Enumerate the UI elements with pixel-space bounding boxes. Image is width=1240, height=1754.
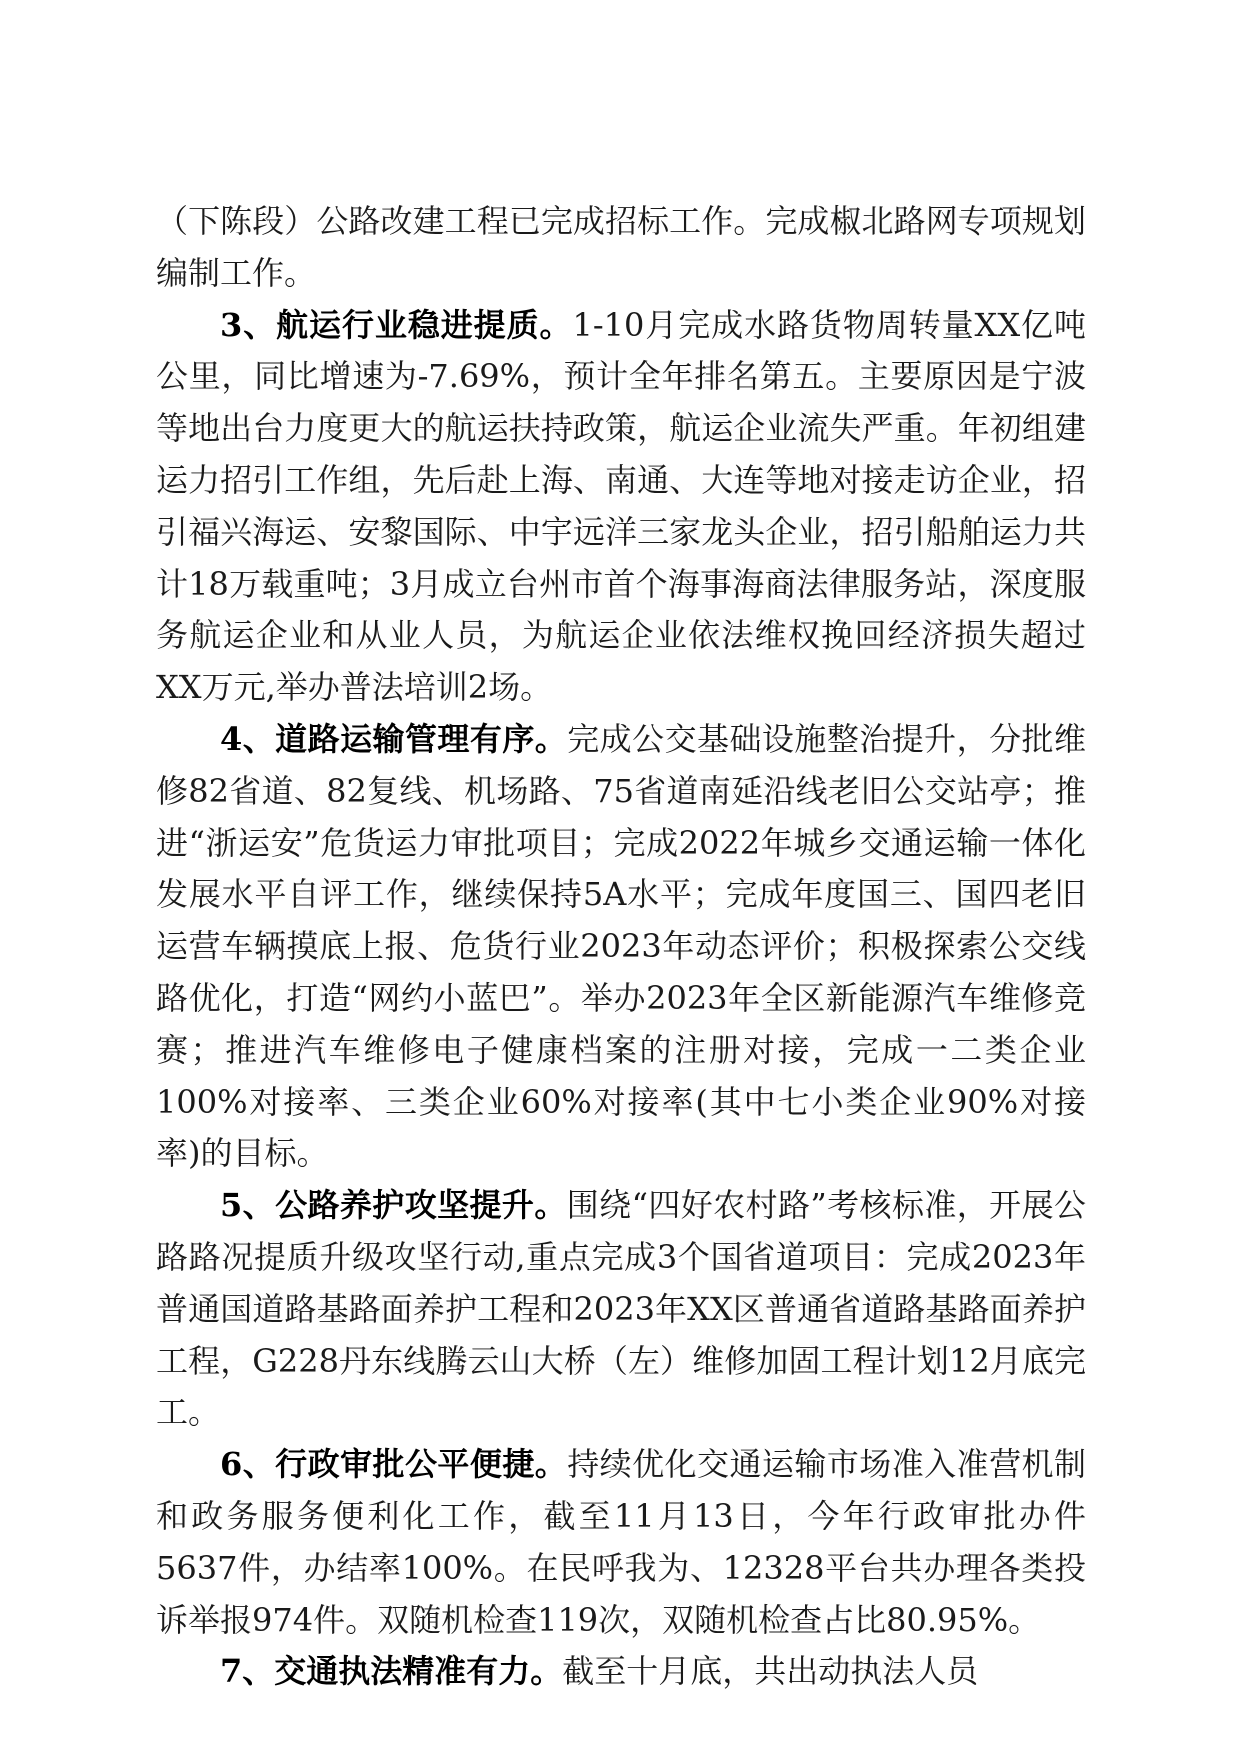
paragraph-heading: 3、航运行业稳进提质。 — [220, 305, 573, 344]
paragraph-administrative-approval — [156, 1439, 1086, 1646]
paragraph-continued — [156, 196, 1086, 300]
paragraph-law-enforcement — [156, 1646, 1086, 1698]
paragraph-heading: 5、公路养护攻坚提升。 — [220, 1186, 567, 1225]
paragraph-road-transport — [156, 714, 1086, 1180]
paragraph-heading: 4、道路运输管理有序。 — [220, 719, 568, 758]
paragraph-body: 围绕“四好农村路”考核标准，开展公路路况提质升级攻坚行动,重点完成3个国省道项目：完成2023年普通国道路基路面养护工程和2023年XX区普通省道路基路面养护工程，G228丹东线腾云山大桥（左）维修加固工程计划12月底完工。 — [156, 1186, 1086, 1432]
document-page — [156, 196, 1086, 1698]
paragraph-heading: 6、行政审批公平便捷。 — [220, 1445, 568, 1484]
paragraph-body: 持续优化交通运输市场准入准营机制和政务服务便利化工作，截至11月13日，今年行政审批办件5637件，办结率100%。在民呼我为、12328平台共办理各类投诉举报974件。双随机检查119次，双随机检查占比80.95%。 — [156, 1445, 1086, 1639]
paragraph-heading: 7、交通执法精准有力。 — [220, 1652, 563, 1691]
paragraph-body: （下陈段）公路改建工程已完成招标工作。完成椒北路网专项规划编制工作。 — [156, 202, 1086, 292]
paragraph-body: 1-10月完成水路货物周转量XX亿吨公里，同比增速为-7.69%，预计全年排名第五。主要原因是宁波等地出台力度更大的航运扶持政策，航运企业流失严重。年初组建运力招引工作组，先后赴上海、南通、大连等地对接走访企业，招引福兴海运、安黎国际、中宇远洋三家龙头企业，招引船舶运力共计18万载重吨；3月成立台州市首个海事海商法律服务站，深度服务航运企业和从业人员，为航运企业依法维权挽回经济损失超过XX万元,举办普法培训2场。 — [156, 305, 1086, 707]
paragraph-body: 截至十月底，共出动执法人员 — [562, 1652, 979, 1691]
paragraph-shipping — [156, 300, 1086, 714]
paragraph-body: 完成公交基础设施整治提升，分批维修82省道、82复线、机场路、75省道南延沿线老旧公交站亭；推进“浙运安”危货运力审批项目；完成2022年城乡交通运输一体化发展水平自评工作，继续保持5A水平；完成年度国三、国四老旧运营车辆摸底上报、危货行业2023年动态评价；积极探索公交线路优化，打造“网约小蓝巴”。举办2023年全区新能源汽车维修竞赛；推进汽车维修电子健康档案的注册对接，完成一二类企业100%对接率、三类企业60%对接率(其中七小类企业90%对接率)的目标。 — [156, 719, 1086, 1173]
paragraph-road-maintenance — [156, 1180, 1086, 1439]
